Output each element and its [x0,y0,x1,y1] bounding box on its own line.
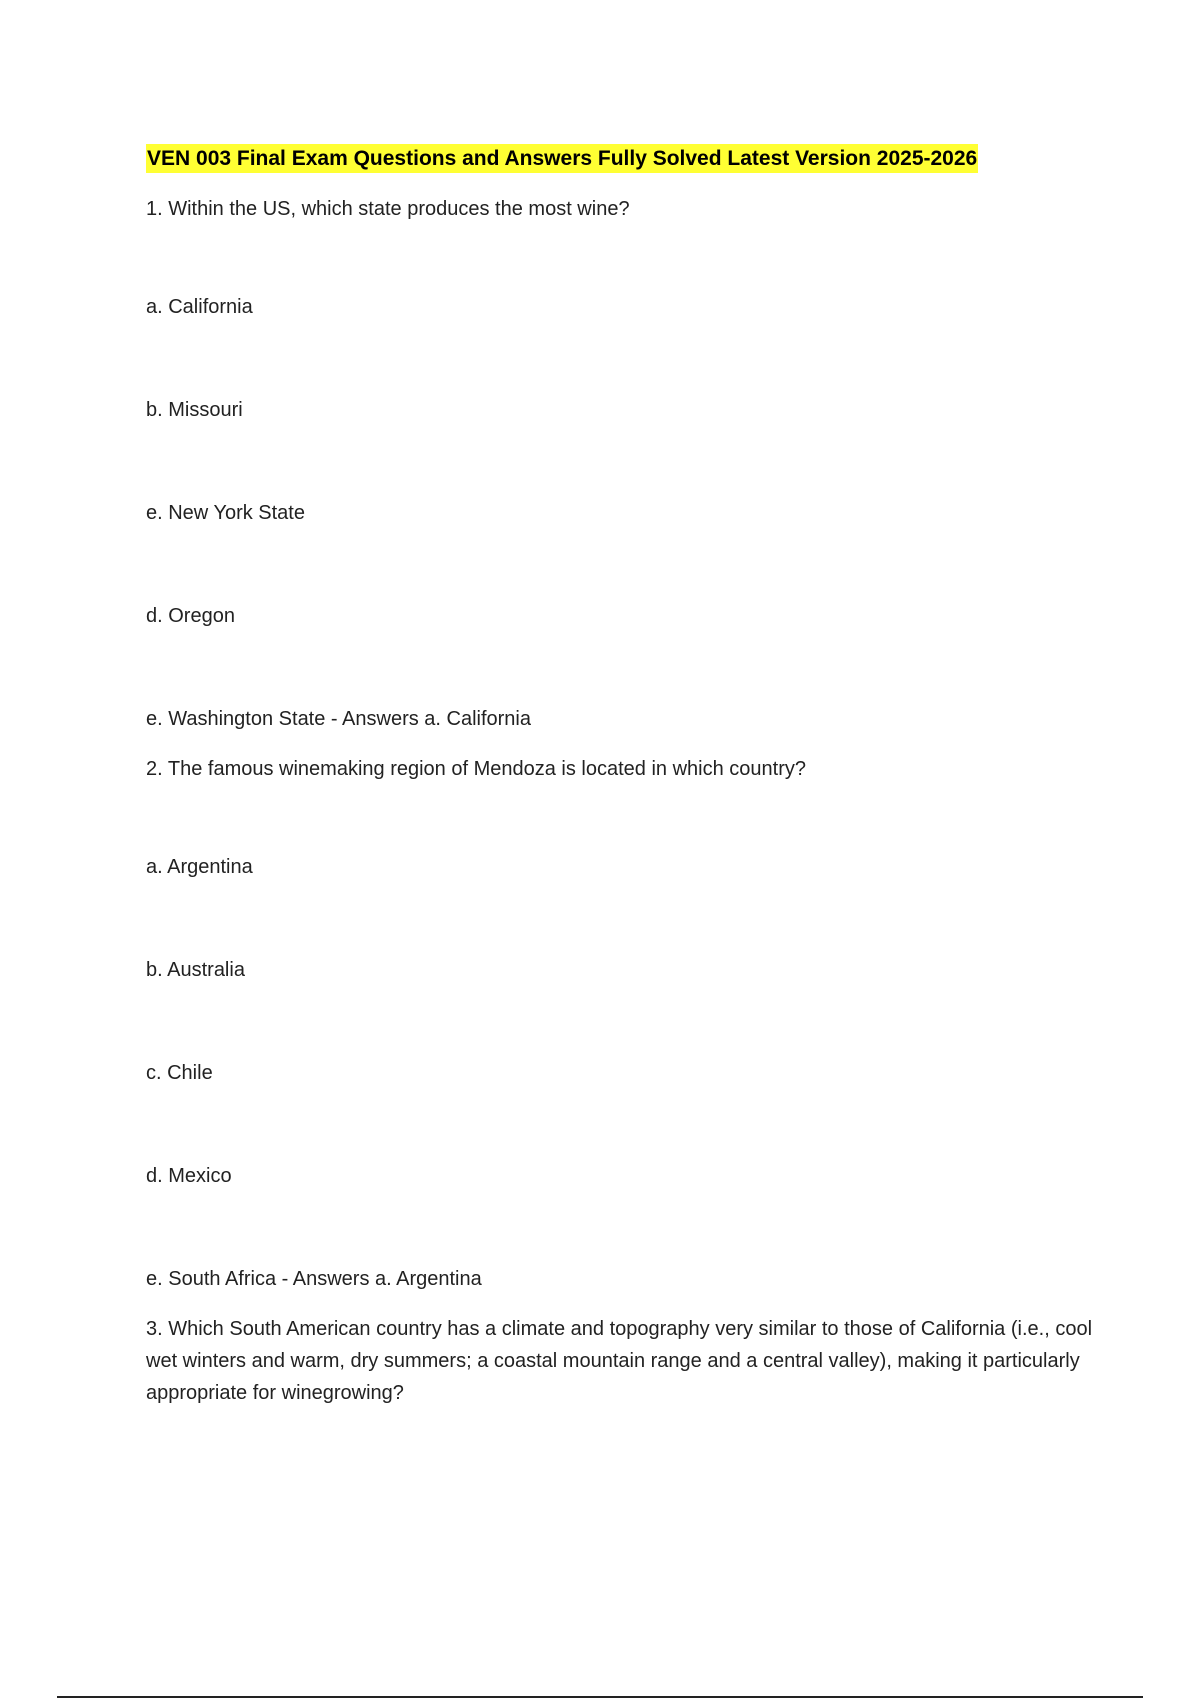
question-2-option-a: a. Argentina [146,856,253,878]
question-1-option-d: d. Oregon [146,605,235,627]
question-2-text: 2. The famous winemaking region of Mendoza is located in which country? [146,758,806,780]
page-bottom-rule [57,1696,1143,1698]
question-1-option-b: b. Missouri [146,399,243,421]
question-3-text: 3. Which South American country has a climate and topography very similar to those of California (i.e., cool wet winters and warm, dry summers; a coastal mountain range and a central valley), making it particularly appropriate for winegrowing? [146,1318,1093,1404]
question-2-option-d: d. Mexico [146,1165,232,1187]
question-2-option-c: c. Chile [146,1062,213,1084]
document-title: VEN 003 Final Exam Questions and Answers Fully Solved Latest Version 2025-2026 [146,144,978,173]
question-1-option-c: e. New York State [146,502,305,524]
question-2-option-b: b. Australia [146,959,245,981]
document-content [146,144,1106,1409]
question-1-option-e-answer: e. Washington State - Answers a. California [146,708,531,730]
question-1-text: 1. Within the US, which state produces the most wine? [146,198,630,220]
question-2-option-e-answer: e. South Africa - Answers a. Argentina [146,1268,482,1290]
question-1-option-a: a. California [146,296,253,318]
